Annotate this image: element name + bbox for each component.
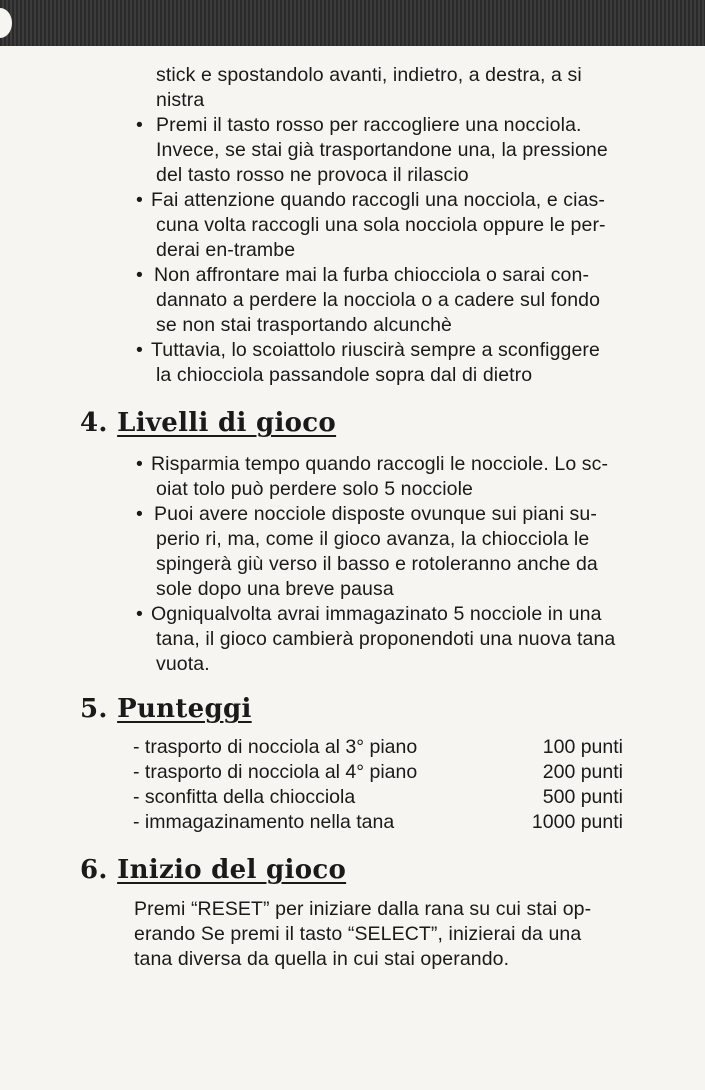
bullet-3-line-3: se non stai trasportando alcunchè	[156, 314, 452, 336]
section-6-number: 6.	[80, 855, 108, 885]
bullet-4-line-2: la chiocciola passandole sopra dal di dietro	[156, 364, 533, 386]
intro-line-2: nistra	[156, 89, 205, 111]
bullet-2-line-2: cuna volta raccogli una sola nocciola oppure le per-	[156, 214, 606, 236]
score-label: - trasporto di nocciola al 4° piano	[133, 761, 418, 783]
score-label: - immagazinamento nella tana	[133, 811, 395, 833]
bullet-2-line-3: derai en-trambe	[156, 239, 296, 261]
section-4-title: Livelli di gioco	[117, 408, 337, 438]
score-points: 200 punti	[542, 761, 623, 783]
bullet-4-line-1: Tuttavia, lo scoiattolo riuscirà sempre a sconfiggere	[151, 339, 600, 361]
bullet-marker: •	[136, 339, 143, 361]
section-4-heading	[80, 408, 336, 438]
bullet-2-line-1: Fai attenzione quando raccogli una nocciola, e cias-	[151, 189, 605, 211]
score-label: - sconfitta della chiocciola	[133, 786, 356, 808]
bullet-1-line-1: Premi il tasto rosso per raccogliere una nocciola.	[156, 114, 582, 136]
s6-line-3: tana diversa da quella in cui stai operando.	[134, 948, 510, 970]
s4-bullet-3-line-1: Ogniqualvolta avrai immagazinato 5 nocciole in una	[151, 603, 602, 625]
bullet-marker: •	[136, 503, 143, 525]
bullet-3-line-1: Non affrontare mai la furba chiocciola o sarai con-	[154, 264, 590, 286]
bullet-marker: •	[136, 189, 143, 211]
score-row	[133, 785, 623, 810]
section-6-title: Inizio del gioco	[117, 855, 347, 885]
section-5-title: Punteggi	[117, 694, 252, 724]
s4-bullet-2-line-4: sole dopo una breve pausa	[156, 578, 394, 600]
score-points: 100 punti	[542, 736, 623, 758]
s6-line-1: Premi “RESET” per iniziare dalla rana su cui stai op-	[134, 898, 592, 920]
score-row	[133, 760, 623, 785]
bullet-marker: •	[136, 114, 143, 136]
score-row	[133, 735, 623, 760]
s4-bullet-2-line-2: perio ri, ma, come il gioco avanza, la chiocciola le	[156, 528, 590, 550]
intro-line-1: stick e spostandolo avanti, indietro, a destra, a si	[156, 64, 582, 86]
score-label: - trasporto di nocciola al 3° piano	[133, 736, 418, 758]
score-points: 1000 punti	[531, 811, 623, 833]
section-5-number: 5.	[80, 694, 108, 724]
s4-bullet-3-line-2: tana, il gioco cambierà proponendoti una nuova tana	[156, 628, 616, 650]
score-row	[133, 810, 623, 835]
section-6-heading	[80, 855, 346, 885]
section-4-number: 4.	[80, 408, 108, 438]
bullet-marker: •	[136, 453, 143, 475]
s4-bullet-3-line-3: vuota.	[156, 653, 210, 675]
s4-bullet-2-line-3: spingerà giù verso il basso e rotoleranno anche da	[156, 553, 598, 575]
section-5-heading	[80, 694, 252, 724]
bullet-marker: •	[136, 603, 143, 625]
top-bar	[0, 0, 705, 46]
s6-line-2: erando Se premi il tasto “SELECT”, inizierai da una	[134, 923, 582, 945]
bullet-1-line-3: del tasto rosso ne provoca il rilascio	[156, 164, 469, 186]
s4-bullet-1-line-1: Risparmia tempo quando raccogli le nocciole. Lo sc-	[151, 453, 609, 475]
bullet-marker: •	[136, 264, 143, 286]
score-points: 500 punti	[542, 786, 623, 808]
s4-bullet-2-line-1: Puoi avere nocciole disposte ovunque sui piani su-	[154, 503, 597, 525]
bullet-3-line-2: dannato a perdere la nocciola o a cadere sul fondo	[156, 289, 601, 311]
s4-bullet-1-line-2: oiat tolo può perdere solo 5 nocciole	[156, 478, 473, 500]
bullet-1-line-2: Invece, se stai già trasportandone una, la pressione	[156, 139, 608, 161]
